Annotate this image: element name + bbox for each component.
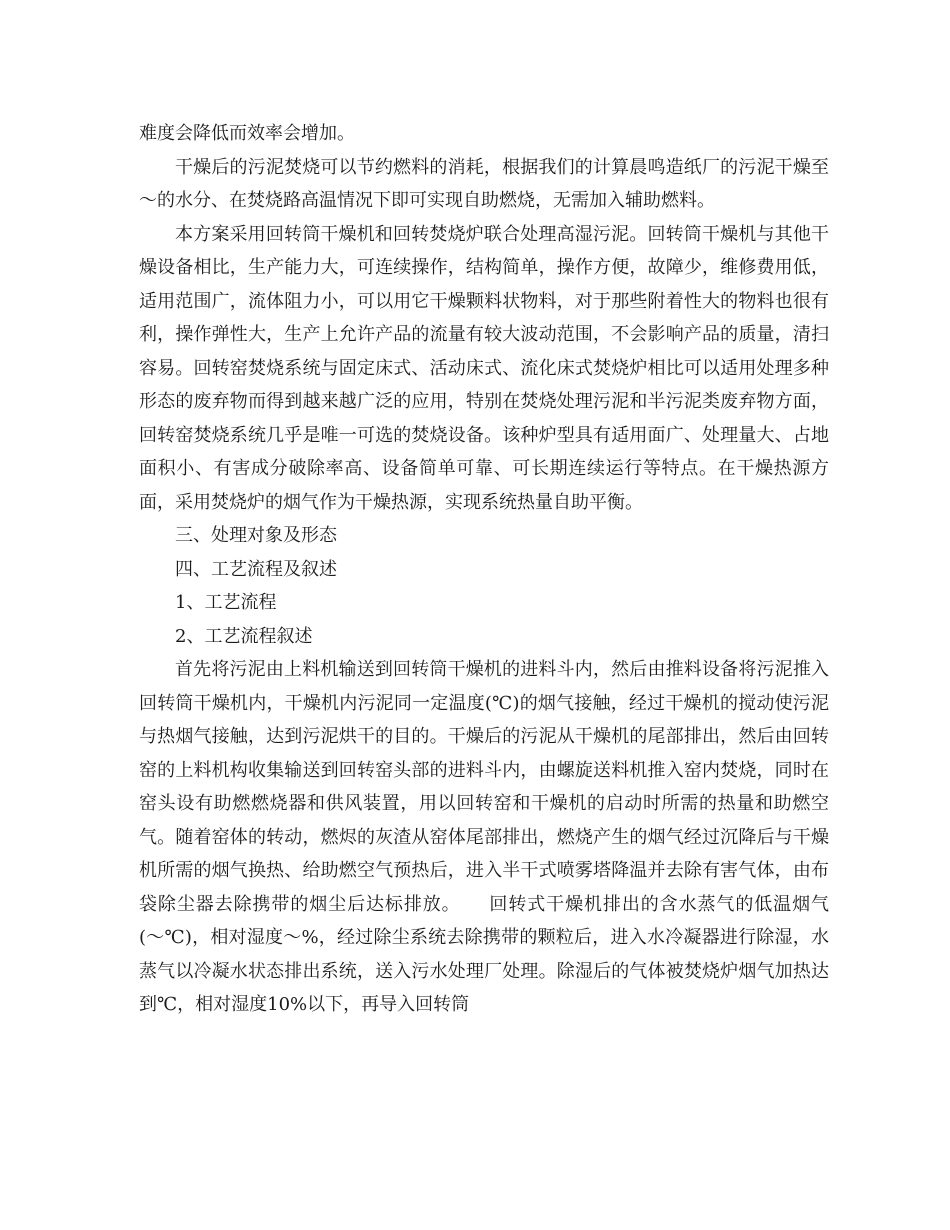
paragraph-process-narrative: 首先将污泥由上料机输送到回转筒干燥机的进料斗内，然后由推料设备将污泥推入回转筒干燥机内，干燥机内污泥同一定温度(℃)的烟气接触，经过干燥机的搅动使污泥与热烟气接触，达到污泥烘干的目的。干燥后的污泥从干燥机的尾部排出，然后由回转窑的上料机构收集输送到回转窑头部的进料斗内，由螺旋送料机推入窑内焚烧，同时在窑头设有助燃燃烧器和供风装置，用以回转窑和干燥机的启动时所需的热量和助燃空气。随着窑体的转动，燃烬的灰渣从窑体尾部排出，燃烧产生的烟气经过沉降后与干燥机所需的烟气换热、给助燃空气预热后，进入半干式喷雾塔降温并去除有害气体，由布袋除尘器去除携带的烟尘后达标排放。 回转式干燥机排出的含水蒸气的低温烟气(～℃)，相对湿度～%，经过除尘系统去除携带的颗粒后，进入水冷凝器进行除湿，水蒸气以冷凝水状态排出系统，送入污水处理厂处理。除湿后的气体被焚烧炉烟气加热达到℃，相对湿度10%以下，再导入回转筒 — [139, 659, 829, 1015]
document-body — [139, 117, 829, 1022]
subsection-heading-process-narrative: 2、工艺流程叙述 — [175, 625, 313, 647]
paragraph-continuation: 难度会降低而效率会增加。 — [139, 123, 355, 144]
section-heading-process-flow: 四、工艺流程及叙述 — [175, 558, 337, 580]
subsection-heading-process-flow: 1、工艺流程 — [175, 592, 277, 613]
paragraph-sludge-incineration: 干燥后的污泥焚烧可以节约燃料的消耗，根据我们的计算晨鸣造纸厂的污泥干燥至～的水分、在焚烧路高温情况下即可实现自助燃烧，无需加入辅助燃料。 — [139, 156, 829, 211]
section-heading-treatment-object: 三、处理对象及形态 — [175, 525, 337, 546]
paragraph-scheme-description: 本方案采用回转筒干燥机和回转焚烧炉联合处理高湿污泥。回转筒干燥机与其他干燥设备相比，生产能力大，可连续操作，结构简单，操作方便，故障少，维修费用低，适用范围广，流体阻力小，可以用它干燥颗料状物料，对于那些附着性大的物料也很有利，操作弹性大，生产上允许产品的流量有较大波动范围，不会影响产品的质量，清扫容易。回转窑焚烧系统与固定床式、活动床式、流化床式焚烧炉相比可以适用处理多种形态的废弃物而得到越来越广泛的应用，特别在焚烧处理污泥和半污泥类废弃物方面，回转窑焚烧系统几乎是唯一可选的焚烧设备。该种炉型具有适用面广、处理量大、占地面积小、有害成分破除率高、设备简单可靠、可长期连续运行等特点。在干燥热源方面，采用焚烧炉的烟气作为干燥热源，实现系统热量自助平衡。 — [139, 223, 829, 513]
